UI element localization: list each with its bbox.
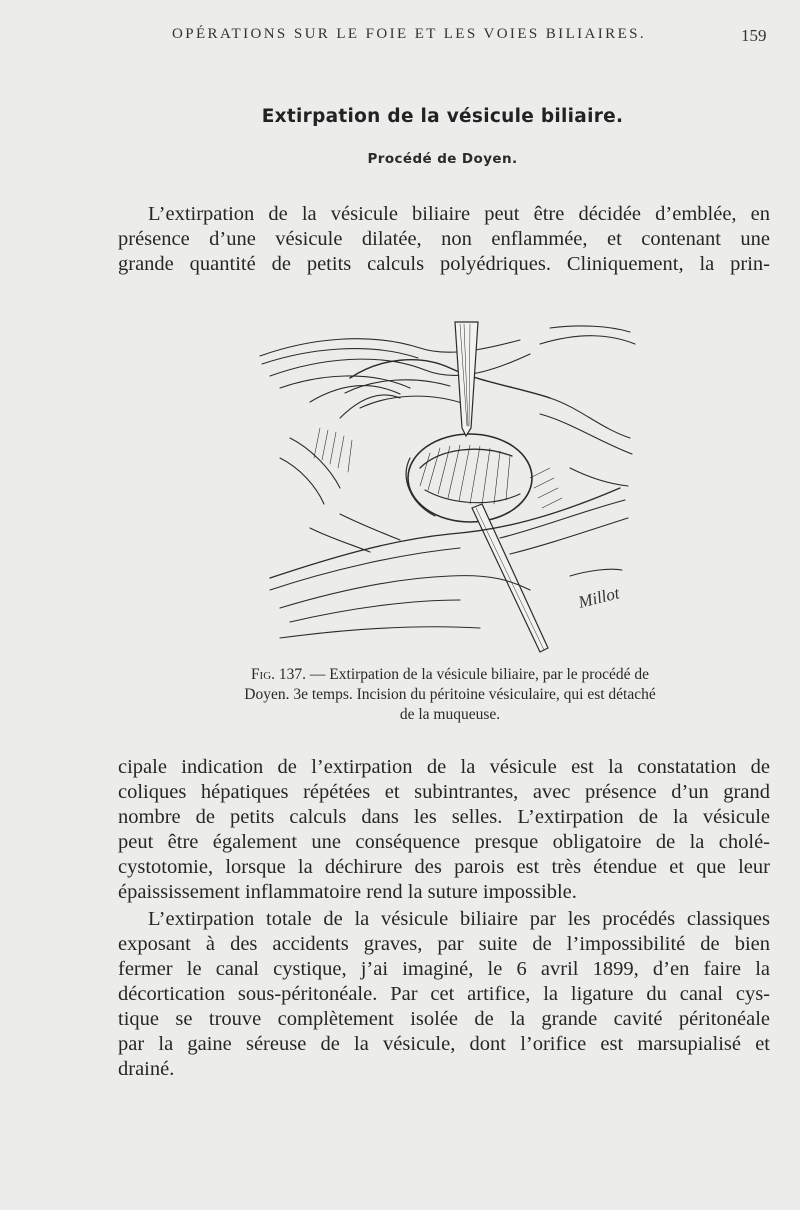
text-line: exposant à des accidents graves, par suite de l’impossibilité de bien: [118, 933, 770, 955]
section-title: Extirpation de la vésicule biliaire.: [261, 106, 624, 127]
paragraph-3: [118, 907, 770, 1082]
caption-line: de la muqueuse.: [399, 706, 501, 723]
caption-line: [190, 665, 710, 685]
running-head: [0, 26, 800, 52]
text-line: L’extirpation totale de la vésicule biliaire par les procédés classiques: [148, 908, 770, 930]
text-line: nombre de petits calculs dans les selles. L’extirpation de la vésicule: [118, 806, 770, 828]
figure-illustration: [250, 318, 650, 658]
text-line: épaississement inflammatoire rend la suture impossible.: [118, 881, 577, 903]
page-number: 159: [741, 26, 767, 45]
text-line: cipale indication de l’extirpation de la vésicule est la constatation de: [118, 756, 770, 778]
text-line: tique se trouve complètement isolée de la grande cavité péritonéale: [118, 1008, 770, 1030]
text-line: présence d’une vésicule dilatée, non enflammée, et contenant une: [118, 228, 770, 250]
gallbladder-engraving: [250, 318, 650, 658]
engraver-signature: Millot: [576, 583, 622, 612]
paragraph-1: [118, 202, 770, 277]
running-title: OPÉRATIONS SUR LE FOIE ET LES VOIES BILIAIRES.: [172, 26, 647, 42]
text-line: peut être également une conséquence presque obligatoire de la cholé-: [118, 831, 770, 853]
figure-caption: [190, 665, 710, 725]
text-line: par la gaine séreuse de la vésicule, dont l’orifice est marsupialisé et: [118, 1033, 770, 1055]
section-subtitle: Procédé de Doyen.: [367, 151, 518, 167]
text-line: coliques hépatiques répétées et subintrantes, avec présence d’un grand: [118, 781, 770, 803]
figure-label: Fig. 137.: [250, 666, 307, 683]
paragraph-2: [118, 755, 770, 905]
text-line: décortication sous-péritonéale. Par cet artifice, la ligature du canal cys-: [118, 983, 770, 1005]
caption-line: Doyen. 3e temps. Incision du péritoine vésiculaire, qui est détaché: [244, 686, 656, 703]
caption-text: — Extirpation de la vésicule biliaire, par le procédé de: [309, 666, 650, 683]
text-line: fermer le canal cystique, j’ai imaginé, le 6 avril 1899, d’en faire la: [118, 958, 770, 980]
text-line: grande quantité de petits calculs polyédriques. Cliniquement, la prin-: [118, 253, 770, 275]
text-line: cystotomie, lorsque la déchirure des parois est très étendue et que leur: [118, 856, 770, 878]
text-line: drainé.: [118, 1058, 175, 1080]
text-line: L’extirpation de la vésicule biliaire peut être décidée d’emblée, en: [148, 203, 770, 225]
